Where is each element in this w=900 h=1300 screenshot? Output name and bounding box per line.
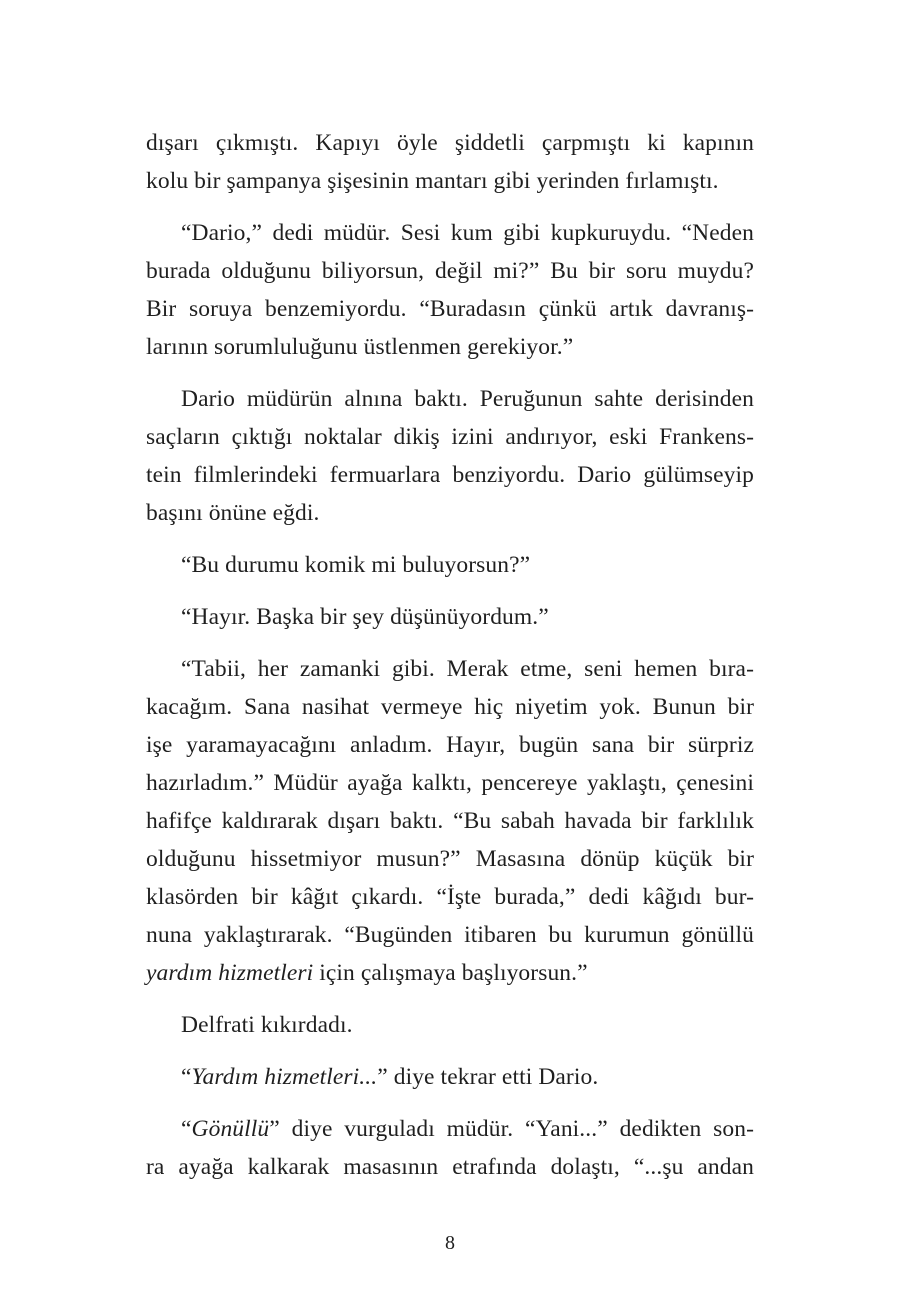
paragraph-3 (146, 380, 754, 532)
text-line (146, 954, 754, 992)
text-line (146, 1058, 754, 1096)
text-line: klasörden bir kâğıt çıkardı. “İşte burada,” dedi kâğıdı bur- (146, 884, 754, 910)
text-fragment: “ (181, 1064, 192, 1090)
text-line (146, 1110, 754, 1148)
text-body (146, 124, 754, 1186)
text-line: olduğunu hissetmiyor musun?” Masasına dönüp küçük bir (146, 846, 754, 872)
text-line: nuna yaklaştırarak. “Bugünden itibaren bu kurumun gönüllü (146, 922, 754, 948)
paragraph-5 (146, 598, 754, 636)
text-fragment: “ (181, 1116, 192, 1142)
text-line: tein filmlerindeki fermuarlara benziyordu. Dario gülümseyip (146, 462, 754, 488)
text-fragment: ” diye vurguladı müdür. “Yani...” dedikten son- (269, 1116, 754, 1142)
text-line: ra ayağa kalkarak masasının etrafında dolaştı, “...şu andan (146, 1154, 754, 1180)
text-line: saçların çıktığı noktalar dikiş izini andırıyor, eski Frankens- (146, 424, 754, 450)
paragraph-6 (146, 650, 754, 992)
text-line: “Tabii, her zamanki gibi. Merak etme, seni hemen bıra- (181, 656, 754, 682)
text-line: Delfrati kıkırdadı. (181, 1012, 353, 1038)
text-line: hafifçe kaldırarak dışarı baktı. “Bu sabah havada bir farklılık (146, 808, 754, 834)
text-line: Dario müdürün alnına baktı. Peruğunun sahte derisinden (181, 386, 754, 412)
italic-phrase: Gönüllü (191, 1116, 270, 1142)
text-line: işe yaramayacağını anladım. Hayır, bugün sana bir sürpriz (146, 732, 754, 758)
paragraph-2 (146, 214, 754, 366)
paragraph-4 (146, 546, 754, 584)
text-line: hazırladım.” Müdür ayağa kalktı, pencereye yaklaştı, çenesini (146, 770, 754, 796)
text-line: burada olduğunu biliyorsun, değil mi?” Bu bir soru muydu? (146, 258, 754, 284)
text-line: kolu bir şampanya şişesinin mantarı gibi yerinden fırlamıştı. (146, 168, 719, 194)
paragraph-1 (146, 124, 754, 200)
italic-phrase: Yardım hizmetleri... (191, 1064, 378, 1090)
paragraph-8 (146, 1058, 754, 1096)
italic-phrase: yardım hizmetleri (146, 960, 314, 986)
text-fragment: ” diye tekrar etti Dario. (377, 1064, 599, 1090)
paragraph-7 (146, 1006, 754, 1044)
text-line: “Dario,” dedi müdür. Sesi kum gibi kupkuruydu. “Neden (181, 220, 754, 246)
text-line: “Bu durumu komik mi buluyorsun?” (181, 552, 531, 578)
text-line: Bir soruya benzemiyordu. “Buradasın çünkü artık davranış- (146, 296, 754, 322)
text-fragment: için çalışmaya başlıyorsun.” (313, 960, 588, 986)
text-line: başını önüne eğdi. (146, 500, 320, 526)
text-line: larının sorumluluğunu üstlenmen gerekiyor.” (146, 334, 574, 360)
paragraph-9 (146, 1110, 754, 1186)
text-line: dışarı çıkmıştı. Kapıyı öyle şiddetli çarpmıştı ki kapının (146, 130, 754, 156)
text-line: kacağım. Sana nasihat vermeye hiç niyetim yok. Bunun bir (146, 694, 754, 720)
page-number: 8 (445, 1232, 455, 1254)
text-line: “Hayır. Başka bir şey düşünüyordum.” (181, 604, 549, 630)
